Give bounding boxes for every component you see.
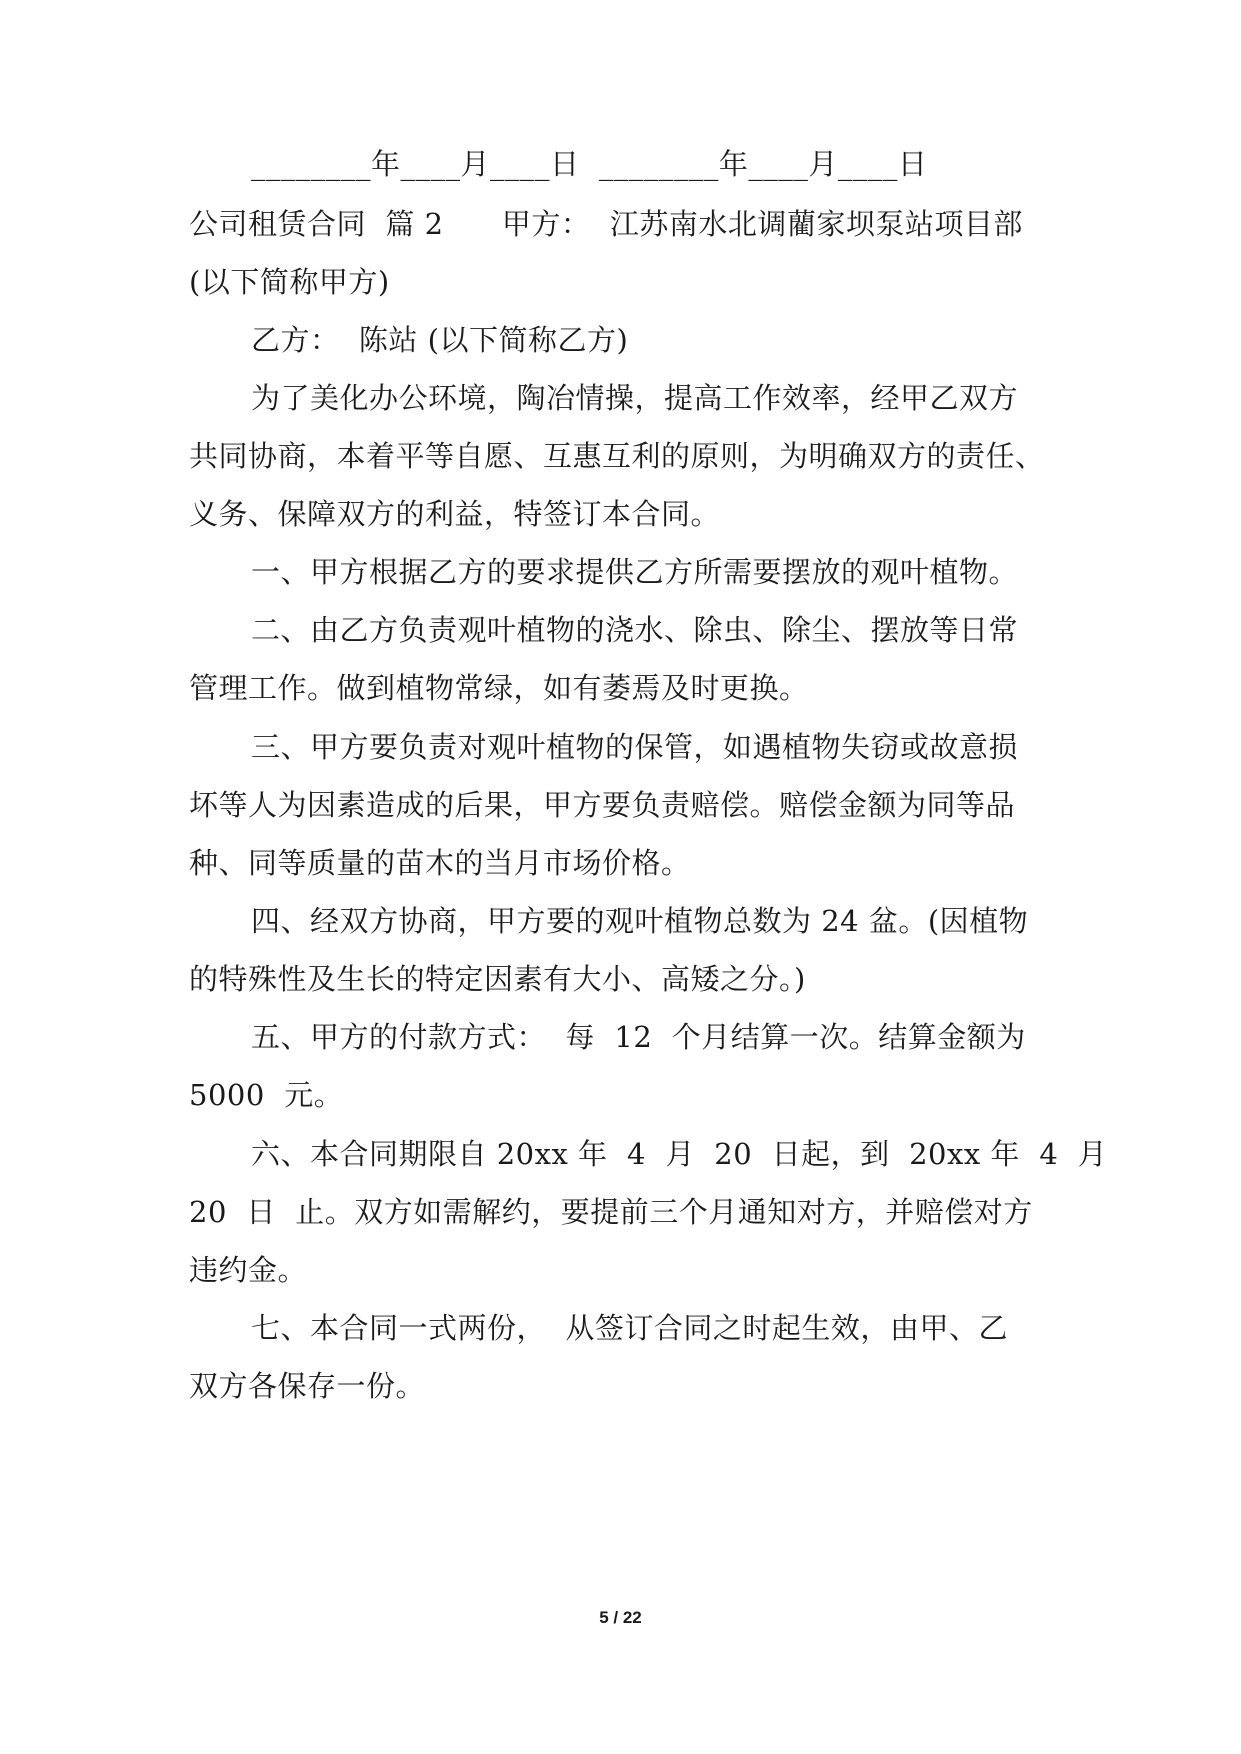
contract-heading-line: 公司租赁合同 篇 2 甲方： 江苏南水北调藺家坝泵站项目部 [189,207,1023,241]
party-b-line: 乙方： 陈站 (以下简称乙方) [251,323,629,357]
clause-6-line-1: 六、本合同期限自 20xx 年 4 月 20 日起，到 20xx 年 4 月 [251,1137,1108,1171]
clause-1-line-1: 一、甲方根据乙方的要求提供乙方所需要摆放的观叶植物。 [251,555,1019,589]
page-number: 5 / 22 [599,1608,642,1627]
preamble-line-1: 为了美化办公环境，陶冶情操，提高工作效率，经甲乙双方 [251,381,1019,415]
clause-3-line-2: 坏等人为因素造成的后果，甲方要负责赔偿。赔偿金额为同等品 [189,788,1016,822]
clause-3-line-3: 种、同等质量的苗木的当月市场价格。 [189,846,691,880]
signature-date-line: ________年____月____日 ________年____月____日 [251,147,928,181]
clause-2-line-1: 二、由乙方负责观叶植物的浇水、除虫、除尘、摆放等日常 [251,613,1019,647]
clause-5-line-1: 五、甲方的付款方式： 每 12 个月结算一次。结算金额为 [251,1020,1026,1054]
clause-7-line-2: 双方各保存一份。 [189,1369,426,1403]
clause-6-line-2: 20 日 止。双方如需解约，要提前三个月通知对方，并赔偿对方 [189,1195,1033,1229]
clause-5-line-2: 5000 元。 [189,1078,344,1112]
clause-3-line-1: 三、甲方要负责对观叶植物的保管，如遇植物失窃或故意损 [251,730,1019,764]
clause-2-line-2: 管理工作。做到植物常绿，如有萎焉及时更换。 [189,671,809,705]
preamble-line-3: 义务、保障双方的利益，特签订本合同。 [189,497,721,531]
clause-7-line-1: 七、本合同一式两份， 从签订合同之时起生效，由甲、乙 [251,1311,1008,1345]
clause-6-line-3: 违约金。 [189,1253,308,1287]
clause-4-line-2: 的特殊性及生长的特定因素有大小、高矮之分。) [189,962,806,996]
party-a-abbreviation: (以下简称甲方) [189,265,390,299]
preamble-line-2: 共同协商，本着平等自愿、互惠互利的原则，为明确双方的责任、 [189,439,1045,473]
clause-4-line-1: 四、经双方协商，甲方要的观叶植物总数为 24 盆。(因植物 [251,904,1029,938]
